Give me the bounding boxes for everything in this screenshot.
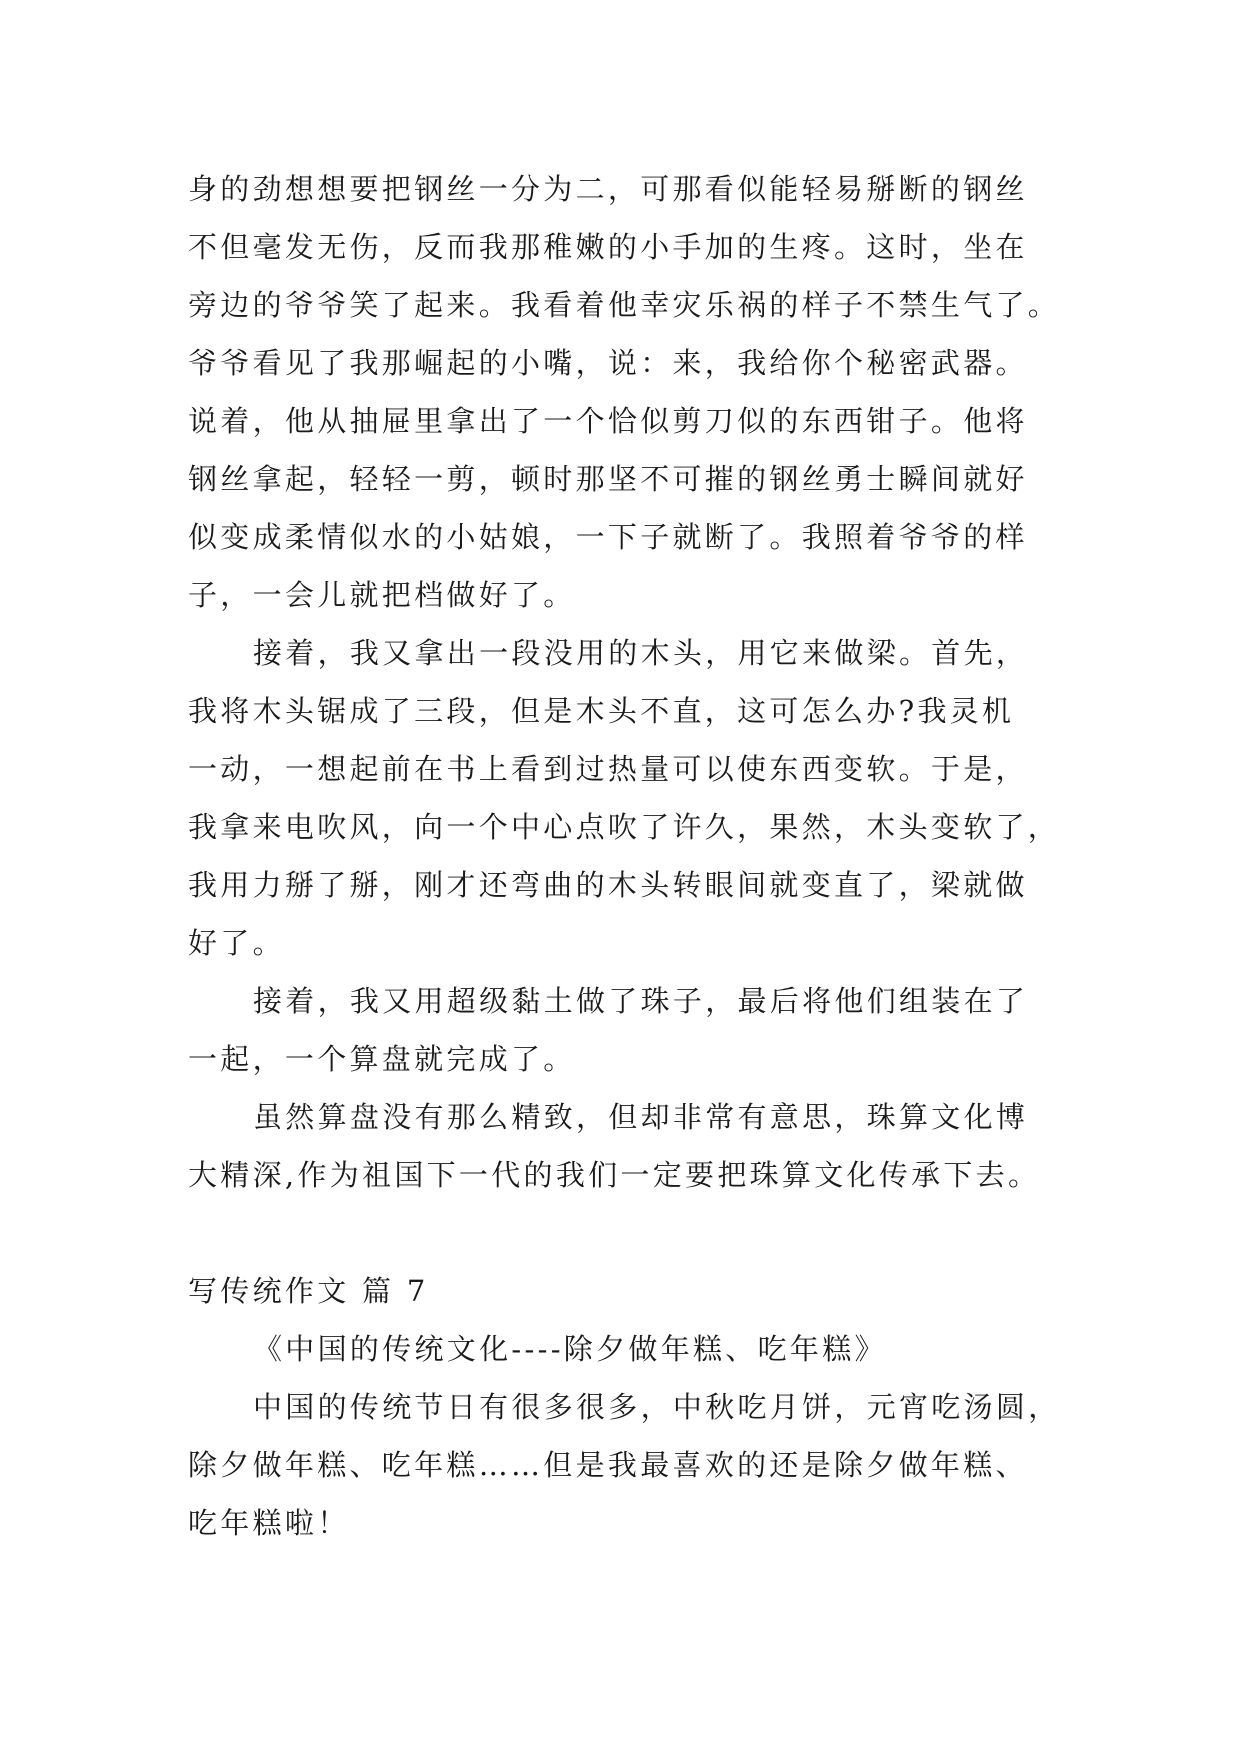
paragraph-conclusion	[188, 1088, 1088, 1204]
text-line: 似变成柔情似水的小姑娘，一下子就断了。我照着爷爷的样	[188, 520, 1028, 554]
text-line: 接着，我又用超级黏土做了珠子，最后将他们组装在了	[253, 984, 1029, 1018]
text-line: 说着，他从抽屉里拿出了一个恰似剪刀似的东西钳子。他将	[188, 404, 1028, 438]
text-line: 钢丝拿起，轻轻一剪，顿时那坚不可摧的钢丝勇士瞬间就好	[188, 462, 1028, 496]
text-line: 我拿来电吹风，向一个中心点吹了许久，果然，木头变软了，	[188, 810, 1061, 844]
text-line: 一动，一想起前在书上看到过热量可以使东西变软。于是，	[188, 752, 1028, 786]
section-heading: 写传统作文 篇 7	[188, 1274, 429, 1308]
text-line: 旁边的爷爷笑了起来。我看着他幸灾乐祸的样子不禁生气了。	[188, 288, 1061, 322]
text-line: 虽然算盘没有那么精致，但却非常有意思，珠算文化博	[253, 1100, 1029, 1134]
text-line: 接着，我又拿出一段没用的木头，用它来做梁。首先，	[253, 636, 1029, 670]
paragraph-beads	[188, 972, 1088, 1088]
paragraph-continued	[188, 160, 1088, 624]
paragraph-spacer	[188, 1204, 1088, 1262]
paragraph-wood-beam	[188, 624, 1088, 972]
text-line: 不但毫发无伤，反而我那稚嫩的小手加的生疼。这时，坐在	[188, 230, 1028, 264]
text-line: 一起，一个算盘就完成了。	[188, 1042, 576, 1076]
text-line: 大精深,作为祖国下一代的我们一定要把珠算文化传承下去。	[188, 1158, 1041, 1192]
text-line: 我用力掰了掰，刚才还弯曲的木头转眼间就变直了，梁就做	[188, 868, 1028, 902]
text-line: 中国的传统节日有很多很多，中秋吃月饼，元宵吃汤圆，	[253, 1390, 1061, 1424]
essay-title: 《中国的传统文化----除夕做年糕、吃年糕》	[253, 1332, 887, 1366]
text-line: 身的劲想想要把钢丝一分为二，可那看似能轻易掰断的钢丝	[188, 172, 1028, 206]
document-body	[188, 160, 1088, 1552]
text-line: 吃年糕啦！	[188, 1506, 350, 1540]
text-line: 爷爷看见了我那崛起的小嘴，说：来，我给你个秘密武器。	[188, 346, 1028, 380]
text-line: 我将木头锯成了三段，但是木头不直，这可怎么办?我灵机	[188, 694, 1015, 728]
text-line: 好了。	[188, 926, 285, 960]
text-line: 子，一会儿就把档做好了。	[188, 578, 576, 612]
paragraph-festivals	[188, 1378, 1088, 1552]
text-line: 除夕做年糕、吃年糕……但是我最喜欢的还是除夕做年糕、	[188, 1448, 1028, 1482]
